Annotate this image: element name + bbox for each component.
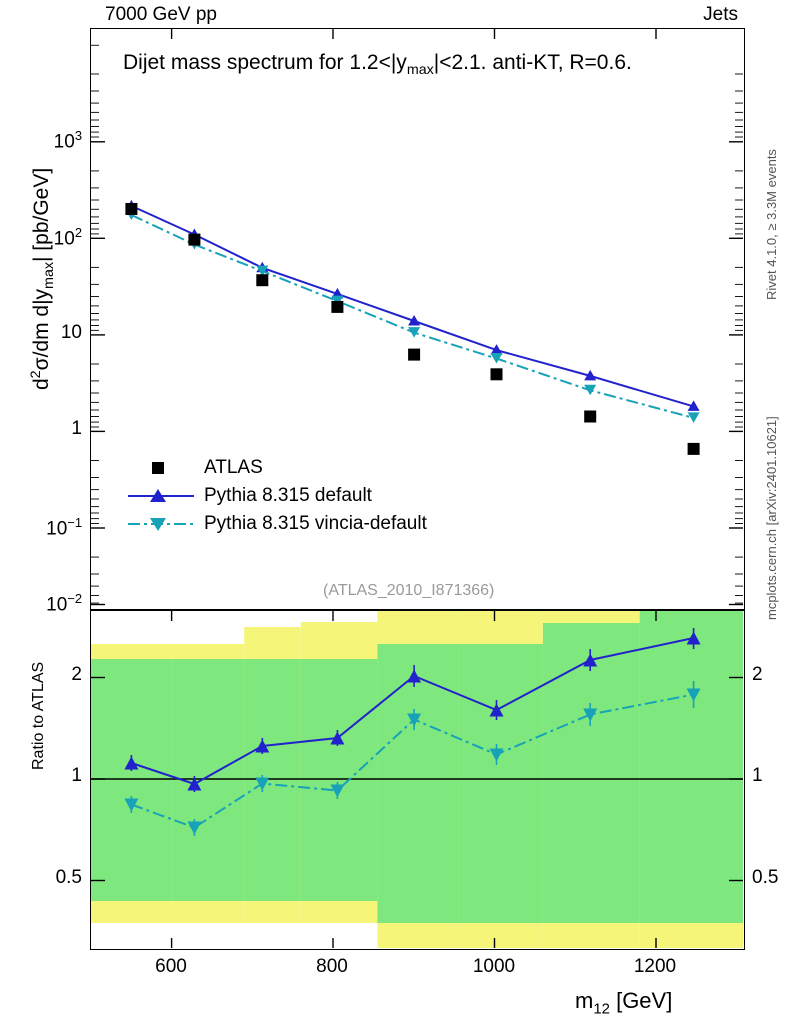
legend-marker-down-triangle [126,514,196,534]
x-axis-title-p1: m [575,988,594,1013]
ratio-y-tick-label-right-2: 2 [752,664,763,685]
rivet-version-label: Rivet 4.1.0, ≥ 3.3M events [764,149,779,300]
y-axis-title-p2: σ/dm d|y [30,288,53,371]
y-axis-title-p1: d [30,378,53,390]
x-tick-label-800: 800 [316,956,348,977]
y-tick-label-0.01: $10^{-2}$ [46,591,82,616]
ratio-y-axis-title-text: Ratio to ATLAS [30,661,47,770]
legend-marker-up-triangle [126,486,196,506]
x-tick-label-1000: 1000 [472,956,516,977]
ratio-y-axis-title [30,661,138,788]
x-axis-ticks-top [172,29,656,39]
header-analysis-label: Jets [703,4,738,25]
ratio-y-tick-label-1: 1 [71,765,82,786]
x-axis-title [575,988,672,1017]
y-tick-label-100: $10^2$ [53,225,82,250]
legend-item-pythia-default [126,482,427,510]
y-axis-title-sup: 2 [28,370,44,379]
series-pythia-vincia [125,210,699,423]
y-axis-title-sub: max [41,261,58,289]
y-axis-title-p3: | [pb/GeV] [30,167,53,262]
y-tick-label-1: 1 [71,418,82,439]
ratio-plot-panel [90,610,745,950]
x-tick-label-1200: 1200 [633,956,677,977]
x-tick-label-600: 600 [155,956,187,977]
x-axis-title-p2: [GeV] [609,988,673,1013]
ratio-y-tick-label-2: 2 [71,664,82,685]
ratio-y-tick-label-right-1: 1 [752,765,763,786]
legend-label-atlas: ATLAS [204,457,263,478]
main-plot-panel [90,28,745,610]
ratio-plot-svg [91,611,743,948]
mcplots-arxiv-label: mcplots.cern.ch [arXiv:2401.10621] [764,416,779,620]
ratio-y-tick-label-0.5: 0.5 [55,867,82,888]
y-tick-label-1000: $10^3$ [53,128,82,153]
legend-label-pythia-default: Pythia 8.315 default [204,485,372,506]
legend-marker-square [126,458,196,478]
plot-title [123,51,632,78]
legend-item-atlas [126,454,427,482]
x-axis-title-sub: 12 [593,1000,610,1018]
legend-label-pythia-vincia: Pythia 8.315 vincia-default [204,513,427,534]
y-tick-label-10: 10 [60,322,82,343]
legend [126,454,427,538]
series-pythia-default [125,200,699,411]
plot-title-p1: Dijet mass spectrum for 1.2<|y [123,51,407,74]
plot-title-sub: max [406,62,434,79]
legend-item-pythia-vincia [126,510,427,538]
y-tick-label-0.1: $10^{-1}$ [46,515,82,540]
header-beam-label: 7000 GeV pp [105,4,217,25]
plot-title-p2: |<2.1. anti-KT, R=0.6. [433,51,632,74]
analysis-watermark: (ATLAS_2010_I871366) [323,582,495,599]
ratio-y-tick-label-right-0.5: 0.5 [752,867,779,888]
